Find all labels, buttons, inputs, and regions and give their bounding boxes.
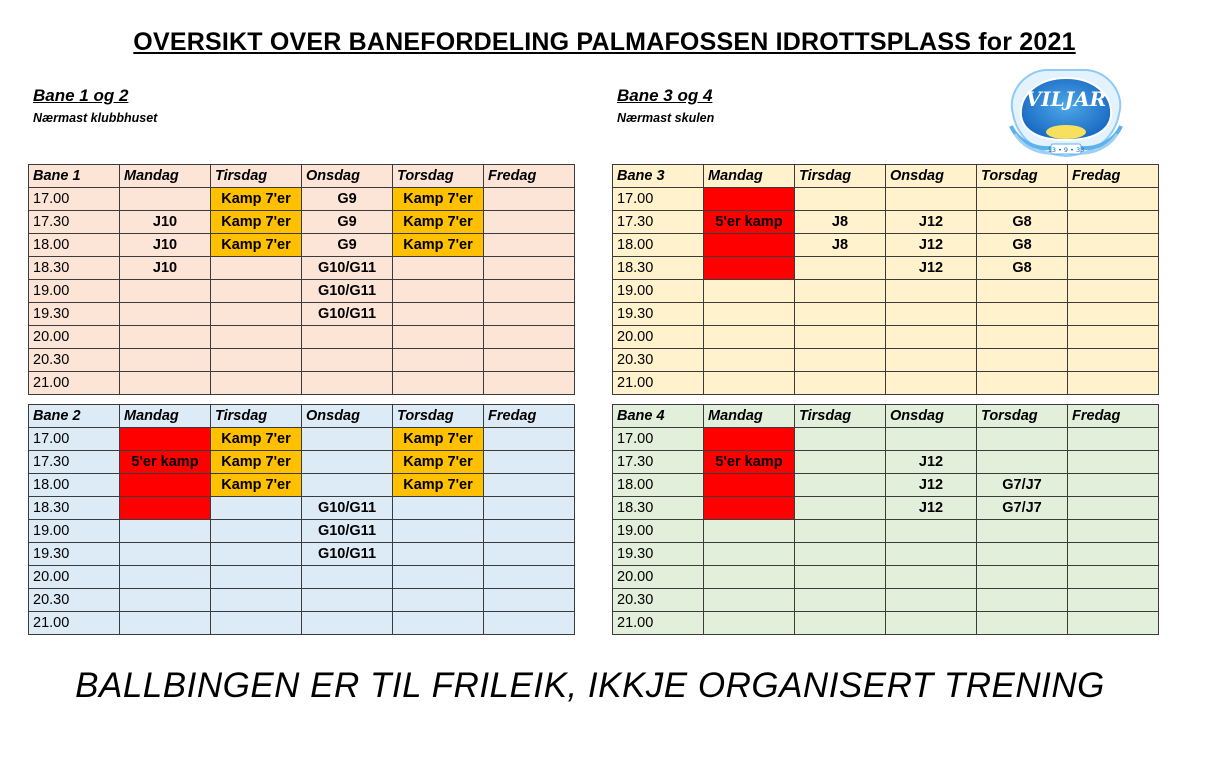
time-cell: 19.30 bbox=[613, 543, 704, 566]
table-row bbox=[613, 257, 1159, 280]
schedule-cell bbox=[120, 326, 211, 349]
schedule-cell bbox=[1068, 349, 1159, 372]
schedule-cell bbox=[886, 188, 977, 211]
schedule-cell bbox=[1068, 234, 1159, 257]
logo-text: VILJAR bbox=[1025, 87, 1107, 111]
schedule-cell: Kamp 7'er bbox=[211, 234, 302, 257]
schedule-cell bbox=[977, 589, 1068, 612]
time-cell: 19.00 bbox=[613, 520, 704, 543]
schedule-cell bbox=[1068, 280, 1159, 303]
day-header: Torsdag bbox=[977, 165, 1068, 188]
time-cell: 19.00 bbox=[613, 280, 704, 303]
schedule-cell bbox=[886, 372, 977, 395]
schedule-cell bbox=[795, 280, 886, 303]
schedule-cell: G9 bbox=[302, 211, 393, 234]
schedule-cell bbox=[393, 520, 484, 543]
schedule-cell bbox=[211, 497, 302, 520]
schedule-cell bbox=[795, 326, 886, 349]
day-header: Onsdag bbox=[886, 165, 977, 188]
schedule-cell bbox=[484, 451, 575, 474]
schedule-cell bbox=[120, 188, 211, 211]
schedule-cell bbox=[484, 589, 575, 612]
time-cell: 18.30 bbox=[613, 497, 704, 520]
table-row bbox=[29, 497, 575, 520]
time-cell: 18.00 bbox=[29, 474, 120, 497]
schedule-cell bbox=[704, 589, 795, 612]
table-row bbox=[613, 520, 1159, 543]
bane-4-table bbox=[612, 404, 1159, 635]
schedule-cell bbox=[211, 566, 302, 589]
schedule-cell bbox=[1068, 372, 1159, 395]
schedule-cell bbox=[704, 520, 795, 543]
schedule-cell: G8 bbox=[977, 234, 1068, 257]
left-section-heading: Bane 1 og 2 bbox=[33, 86, 129, 105]
schedule-cell: Kamp 7'er bbox=[393, 188, 484, 211]
schedule-cell bbox=[302, 589, 393, 612]
schedule-cell bbox=[795, 451, 886, 474]
table-row bbox=[613, 280, 1159, 303]
table-row bbox=[29, 211, 575, 234]
schedule-cell bbox=[211, 612, 302, 635]
time-cell: 17.30 bbox=[29, 211, 120, 234]
time-cell: 18.00 bbox=[613, 234, 704, 257]
schedule-cell bbox=[704, 566, 795, 589]
day-header: Tirsdag bbox=[795, 405, 886, 428]
table-row bbox=[29, 451, 575, 474]
day-header: Tirsdag bbox=[211, 405, 302, 428]
schedule-cell: Kamp 7'er bbox=[211, 211, 302, 234]
time-cell: 20.00 bbox=[613, 566, 704, 589]
schedule-cell: G7/J7 bbox=[977, 474, 1068, 497]
schedule-cell: Kamp 7'er bbox=[211, 428, 302, 451]
schedule-cell: Kamp 7'er bbox=[393, 474, 484, 497]
schedule-cell bbox=[1068, 474, 1159, 497]
schedule-cell bbox=[977, 566, 1068, 589]
day-header: Torsdag bbox=[977, 405, 1068, 428]
day-header: Fredag bbox=[1068, 405, 1159, 428]
schedule-cell bbox=[886, 326, 977, 349]
table-row bbox=[613, 566, 1159, 589]
schedule-cell bbox=[484, 428, 575, 451]
time-cell: 17.00 bbox=[29, 188, 120, 211]
schedule-cell bbox=[484, 543, 575, 566]
time-cell: 20.30 bbox=[613, 589, 704, 612]
schedule-cell bbox=[484, 349, 575, 372]
day-header: Onsdag bbox=[302, 405, 393, 428]
schedule-cell bbox=[393, 566, 484, 589]
schedule-cell: G10/G11 bbox=[302, 520, 393, 543]
schedule-cell: J12 bbox=[886, 257, 977, 280]
schedule-cell bbox=[393, 589, 484, 612]
schedule-cell bbox=[977, 326, 1068, 349]
schedule-cell bbox=[704, 474, 795, 497]
time-cell: 18.30 bbox=[29, 497, 120, 520]
schedule-cell bbox=[484, 474, 575, 497]
bane-2-table bbox=[28, 404, 575, 635]
schedule-cell bbox=[977, 188, 1068, 211]
schedule-cell bbox=[120, 303, 211, 326]
time-cell: 20.00 bbox=[613, 326, 704, 349]
time-cell: 21.00 bbox=[29, 612, 120, 635]
viljar-logo bbox=[1005, 64, 1127, 160]
day-header: Onsdag bbox=[302, 165, 393, 188]
time-cell: 21.00 bbox=[613, 372, 704, 395]
schedule-cell bbox=[484, 612, 575, 635]
left-section-subheading: Nærmast klubbhuset bbox=[33, 111, 158, 125]
time-cell: 17.30 bbox=[613, 451, 704, 474]
schedule-cell bbox=[886, 303, 977, 326]
time-cell: 17.30 bbox=[613, 211, 704, 234]
table-row bbox=[613, 497, 1159, 520]
field-header: Bane 1 bbox=[29, 165, 120, 188]
field-header: Bane 4 bbox=[613, 405, 704, 428]
time-cell: 18.00 bbox=[613, 474, 704, 497]
table-row bbox=[29, 372, 575, 395]
schedule-cell: Kamp 7'er bbox=[393, 211, 484, 234]
page-title: OVERSIKT OVER BANEFORDELING PALMAFOSSEN IDROTTSPLASS for 2021 bbox=[133, 28, 1076, 56]
schedule-cell bbox=[393, 280, 484, 303]
schedule-cell bbox=[120, 566, 211, 589]
schedule-cell bbox=[484, 257, 575, 280]
time-cell: 17.00 bbox=[29, 428, 120, 451]
schedule-cell bbox=[704, 543, 795, 566]
table-row bbox=[29, 303, 575, 326]
schedule-cell bbox=[886, 589, 977, 612]
table-row bbox=[613, 612, 1159, 635]
time-cell: 17.30 bbox=[29, 451, 120, 474]
schedule-cell bbox=[795, 612, 886, 635]
schedule-cell: Kamp 7'er bbox=[211, 474, 302, 497]
table-row bbox=[29, 589, 575, 612]
header-row bbox=[613, 165, 1159, 188]
schedule-cell bbox=[704, 188, 795, 211]
schedule-cell bbox=[302, 566, 393, 589]
schedule-cell bbox=[704, 257, 795, 280]
schedule-cell: G8 bbox=[977, 211, 1068, 234]
schedule-cell bbox=[977, 543, 1068, 566]
schedule-cell bbox=[120, 280, 211, 303]
schedule-cell bbox=[393, 612, 484, 635]
day-header: Mandag bbox=[120, 405, 211, 428]
schedule-cell bbox=[120, 612, 211, 635]
schedule-cell bbox=[1068, 257, 1159, 280]
table-row bbox=[29, 188, 575, 211]
field-header: Bane 2 bbox=[29, 405, 120, 428]
schedule-cell bbox=[484, 497, 575, 520]
time-cell: 20.30 bbox=[613, 349, 704, 372]
schedule-cell: Kamp 7'er bbox=[393, 428, 484, 451]
schedule-cell bbox=[886, 520, 977, 543]
schedule-cell bbox=[795, 566, 886, 589]
table-row bbox=[613, 326, 1159, 349]
schedule-cell: Kamp 7'er bbox=[393, 234, 484, 257]
time-cell: 18.30 bbox=[613, 257, 704, 280]
schedule-cell bbox=[211, 349, 302, 372]
schedule-cell bbox=[1068, 497, 1159, 520]
schedule-cell bbox=[211, 543, 302, 566]
schedule-cell bbox=[977, 428, 1068, 451]
schedule-cell: J10 bbox=[120, 257, 211, 280]
schedule-cell: J12 bbox=[886, 234, 977, 257]
schedule-cell bbox=[1068, 543, 1159, 566]
time-cell: 18.00 bbox=[29, 234, 120, 257]
time-cell: 20.00 bbox=[29, 566, 120, 589]
right-section-subheading: Nærmast skulen bbox=[617, 111, 715, 125]
schedule-cell bbox=[393, 372, 484, 395]
schedule-cell bbox=[484, 234, 575, 257]
table-row bbox=[29, 234, 575, 257]
time-cell: 17.00 bbox=[613, 428, 704, 451]
table-row bbox=[613, 543, 1159, 566]
schedule-cell bbox=[302, 349, 393, 372]
schedule-cell bbox=[484, 372, 575, 395]
schedule-cell bbox=[211, 372, 302, 395]
schedule-cell bbox=[120, 349, 211, 372]
schedule-cell bbox=[704, 612, 795, 635]
schedule-cell bbox=[704, 280, 795, 303]
schedule-cell bbox=[1068, 520, 1159, 543]
schedule-cell bbox=[120, 589, 211, 612]
table-row bbox=[29, 428, 575, 451]
time-cell: 20.00 bbox=[29, 326, 120, 349]
schedule-cell bbox=[977, 280, 1068, 303]
schedule-cell bbox=[795, 543, 886, 566]
table-row bbox=[613, 589, 1159, 612]
table-row bbox=[613, 349, 1159, 372]
schedule-cell: 5'er kamp bbox=[120, 451, 211, 474]
table-row bbox=[29, 474, 575, 497]
day-header: Fredag bbox=[484, 165, 575, 188]
schedule-cell bbox=[211, 257, 302, 280]
schedule-cell bbox=[704, 349, 795, 372]
schedule-cell bbox=[120, 428, 211, 451]
schedule-cell bbox=[120, 543, 211, 566]
table-row bbox=[29, 257, 575, 280]
schedule-cell bbox=[393, 543, 484, 566]
time-cell: 20.30 bbox=[29, 589, 120, 612]
schedule-cell bbox=[211, 520, 302, 543]
day-header: Onsdag bbox=[886, 405, 977, 428]
schedule-cell bbox=[704, 428, 795, 451]
time-cell: 21.00 bbox=[29, 372, 120, 395]
schedule-cell bbox=[484, 280, 575, 303]
schedule-cell bbox=[120, 497, 211, 520]
day-header: Torsdag bbox=[393, 165, 484, 188]
time-cell: 21.00 bbox=[613, 612, 704, 635]
table-row bbox=[29, 566, 575, 589]
time-cell: 19.30 bbox=[29, 543, 120, 566]
schedule-cell bbox=[886, 349, 977, 372]
table-row bbox=[29, 280, 575, 303]
schedule-cell: J12 bbox=[886, 211, 977, 234]
table-row bbox=[613, 188, 1159, 211]
schedule-cell bbox=[484, 211, 575, 234]
schedule-cell: 5'er kamp bbox=[704, 211, 795, 234]
schedule-cell bbox=[704, 497, 795, 520]
table-row bbox=[29, 543, 575, 566]
schedule-cell bbox=[120, 474, 211, 497]
schedule-cell bbox=[211, 589, 302, 612]
schedule-cell bbox=[795, 474, 886, 497]
schedule-cell bbox=[977, 451, 1068, 474]
schedule-cell bbox=[1068, 451, 1159, 474]
schedule-cell: G8 bbox=[977, 257, 1068, 280]
table-row bbox=[613, 303, 1159, 326]
schedule-cell bbox=[795, 349, 886, 372]
day-header: Tirsdag bbox=[795, 165, 886, 188]
table-row bbox=[29, 520, 575, 543]
schedule-cell bbox=[302, 326, 393, 349]
schedule-cell: G9 bbox=[302, 234, 393, 257]
schedule-cell bbox=[704, 234, 795, 257]
day-header: Mandag bbox=[704, 405, 795, 428]
schedule-cell bbox=[211, 280, 302, 303]
schedule-cell bbox=[1068, 188, 1159, 211]
schedule-cell: J12 bbox=[886, 474, 977, 497]
schedule-cell bbox=[704, 326, 795, 349]
schedule-cell: J8 bbox=[795, 234, 886, 257]
schedule-cell bbox=[795, 520, 886, 543]
day-header: Mandag bbox=[704, 165, 795, 188]
schedule-cell bbox=[393, 257, 484, 280]
bane-1-table bbox=[28, 164, 575, 395]
schedule-cell: G10/G11 bbox=[302, 543, 393, 566]
schedule-cell bbox=[977, 372, 1068, 395]
bane-3-table bbox=[612, 164, 1159, 395]
schedule-cell: G10/G11 bbox=[302, 257, 393, 280]
table-row bbox=[613, 428, 1159, 451]
schedule-cell bbox=[886, 566, 977, 589]
schedule-cell: Kamp 7'er bbox=[393, 451, 484, 474]
time-cell: 19.00 bbox=[29, 520, 120, 543]
schedule-cell bbox=[484, 566, 575, 589]
schedule-cell: J10 bbox=[120, 234, 211, 257]
header-row bbox=[613, 405, 1159, 428]
table-row bbox=[29, 326, 575, 349]
schedule-cell bbox=[211, 303, 302, 326]
table-row bbox=[613, 474, 1159, 497]
table-row bbox=[613, 372, 1159, 395]
header-row bbox=[29, 405, 575, 428]
schedule-cell bbox=[302, 451, 393, 474]
time-cell: 19.30 bbox=[29, 303, 120, 326]
table-row bbox=[29, 612, 575, 635]
schedule-cell: G10/G11 bbox=[302, 280, 393, 303]
time-cell: 18.30 bbox=[29, 257, 120, 280]
table-row bbox=[613, 451, 1159, 474]
day-header: Fredag bbox=[1068, 165, 1159, 188]
schedule-cell: Kamp 7'er bbox=[211, 451, 302, 474]
schedule-cell bbox=[302, 428, 393, 451]
schedule-cell bbox=[795, 188, 886, 211]
schedule-cell bbox=[484, 520, 575, 543]
day-header: Fredag bbox=[484, 405, 575, 428]
schedule-cell bbox=[393, 326, 484, 349]
schedule-cell bbox=[977, 612, 1068, 635]
schedule-cell bbox=[302, 372, 393, 395]
schedule-cell bbox=[120, 372, 211, 395]
schedule-cell bbox=[211, 326, 302, 349]
schedule-cell: J12 bbox=[886, 451, 977, 474]
schedule-cell bbox=[484, 188, 575, 211]
schedule-cell bbox=[795, 257, 886, 280]
schedule-cell bbox=[886, 280, 977, 303]
schedule-cell: J8 bbox=[795, 211, 886, 234]
table-row bbox=[613, 234, 1159, 257]
day-header: Torsdag bbox=[393, 405, 484, 428]
schedule-cell: J10 bbox=[120, 211, 211, 234]
schedule-cell bbox=[795, 589, 886, 612]
time-cell: 17.00 bbox=[613, 188, 704, 211]
time-cell: 20.30 bbox=[29, 349, 120, 372]
schedule-cell bbox=[1068, 589, 1159, 612]
schedule-cell bbox=[795, 303, 886, 326]
footer-notice: BALLBINGEN ER TIL FRILEIK, IKKJE ORGANISERT TRENING bbox=[75, 666, 1105, 705]
schedule-cell: G10/G11 bbox=[302, 497, 393, 520]
table-row bbox=[613, 211, 1159, 234]
table-row bbox=[29, 349, 575, 372]
schedule-cell bbox=[704, 303, 795, 326]
schedule-cell bbox=[302, 612, 393, 635]
schedule-cell bbox=[886, 428, 977, 451]
schedule-cell bbox=[795, 428, 886, 451]
schedule-cell bbox=[1068, 326, 1159, 349]
schedule-cell bbox=[302, 474, 393, 497]
time-cell: 19.00 bbox=[29, 280, 120, 303]
schedule-cell bbox=[1068, 566, 1159, 589]
schedule-cell bbox=[120, 520, 211, 543]
schedule-cell: G10/G11 bbox=[302, 303, 393, 326]
field-header: Bane 3 bbox=[613, 165, 704, 188]
schedule-cell bbox=[393, 497, 484, 520]
schedule-cell bbox=[1068, 612, 1159, 635]
schedule-cell bbox=[977, 349, 1068, 372]
logo-date: 13 • 9 • 33 bbox=[1047, 146, 1085, 154]
schedule-cell bbox=[1068, 211, 1159, 234]
right-section-heading: Bane 3 og 4 bbox=[617, 86, 713, 105]
schedule-cell bbox=[393, 349, 484, 372]
day-header: Tirsdag bbox=[211, 165, 302, 188]
time-cell: 19.30 bbox=[613, 303, 704, 326]
schedule-cell bbox=[795, 372, 886, 395]
schedule-cell bbox=[795, 497, 886, 520]
schedule-cell bbox=[886, 612, 977, 635]
schedule-cell bbox=[393, 303, 484, 326]
schedule-cell: G7/J7 bbox=[977, 497, 1068, 520]
schedule-cell: J12 bbox=[886, 497, 977, 520]
schedule-cell bbox=[484, 303, 575, 326]
day-header: Mandag bbox=[120, 165, 211, 188]
schedule-cell bbox=[1068, 303, 1159, 326]
schedule-cell: G9 bbox=[302, 188, 393, 211]
schedule-cell bbox=[977, 520, 1068, 543]
schedule-cell bbox=[886, 543, 977, 566]
schedule-cell bbox=[704, 372, 795, 395]
schedule-cell bbox=[977, 303, 1068, 326]
schedule-cell: 5'er kamp bbox=[704, 451, 795, 474]
header-row bbox=[29, 165, 575, 188]
schedule-cell: Kamp 7'er bbox=[211, 188, 302, 211]
schedule-cell bbox=[1068, 428, 1159, 451]
schedule-cell bbox=[484, 326, 575, 349]
